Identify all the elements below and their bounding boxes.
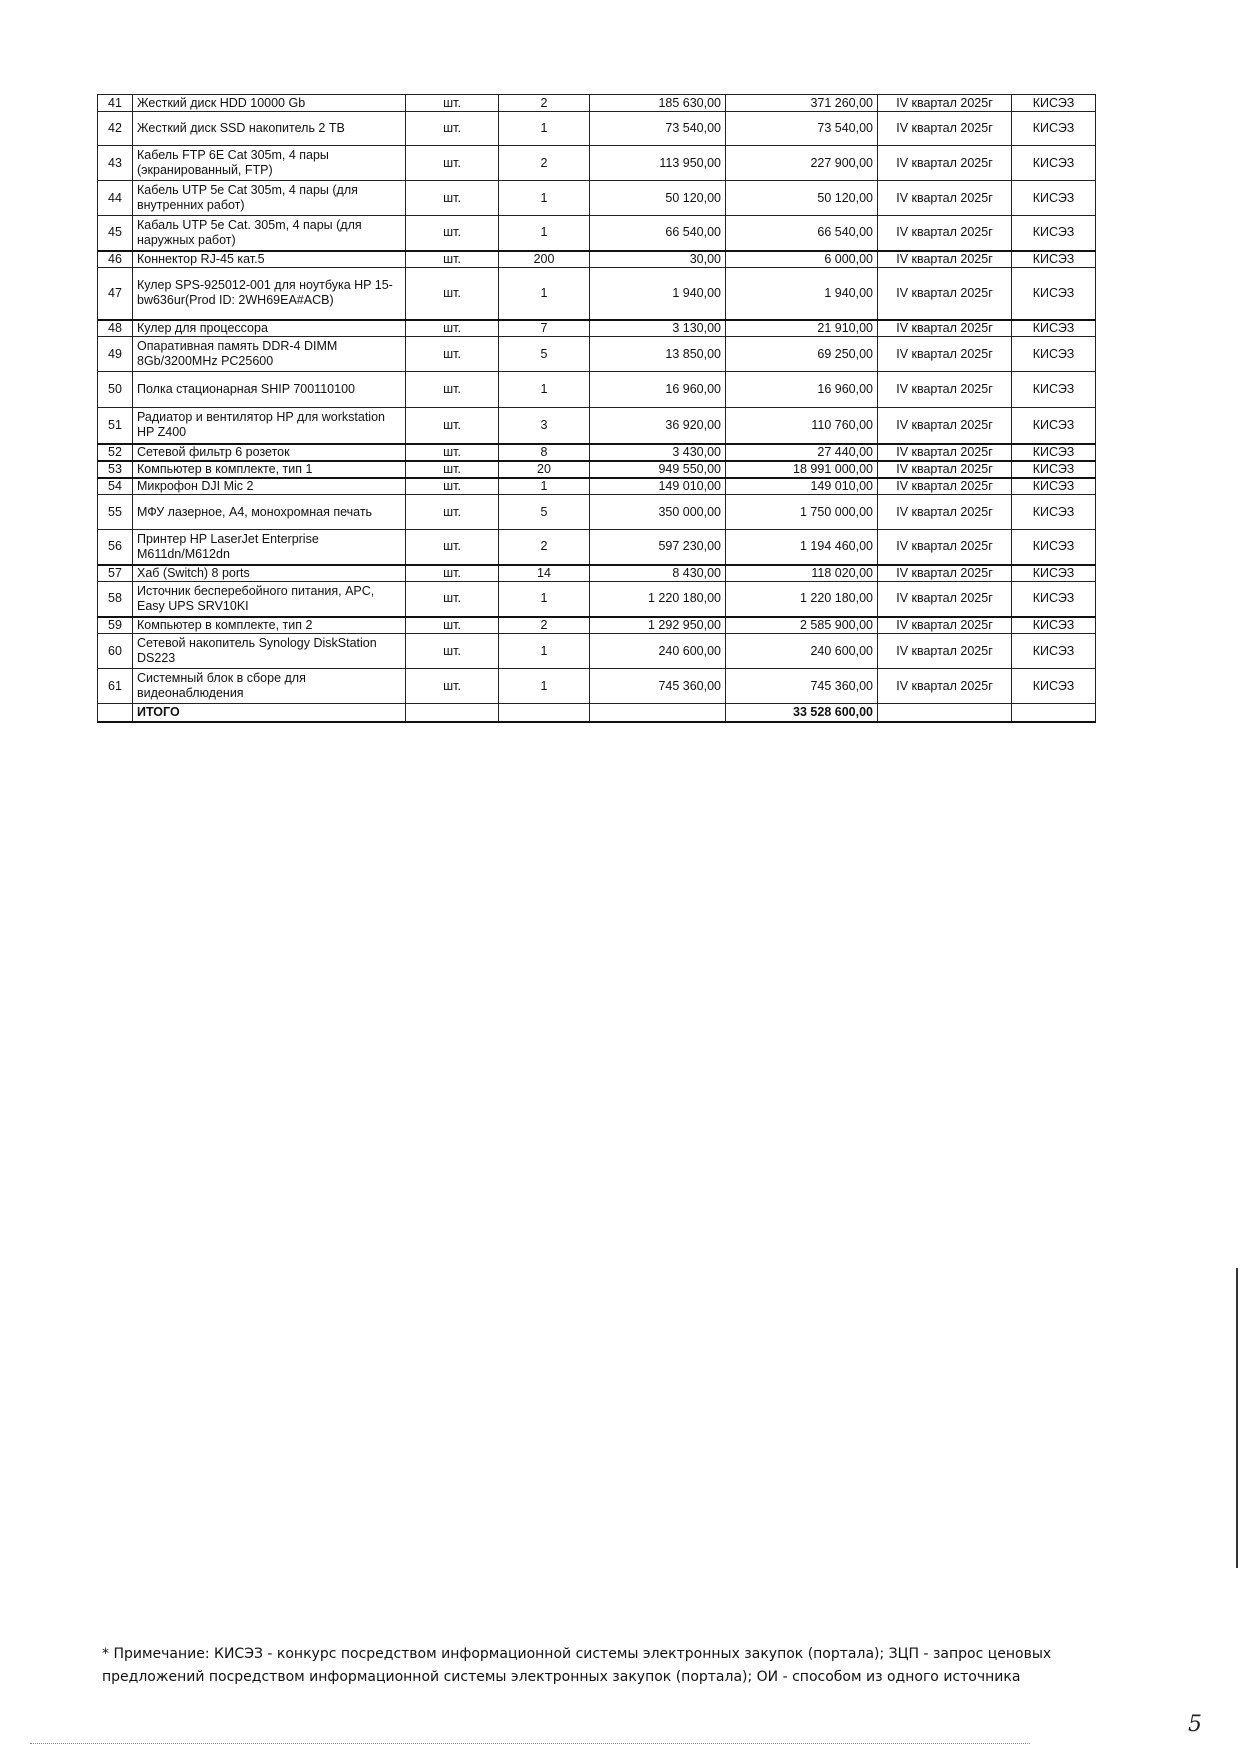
unit-price-cell: 13 850,00 <box>590 337 726 372</box>
footnote-line-2: предложений посредством информационной системы электронных закупок (портала); ОИ - способом из одного источника <box>102 1669 1021 1685</box>
item-name-cell: Хаб (Switch) 8 ports <box>133 565 406 582</box>
item-name-cell: Сетевой фильтр 6 розеток <box>133 444 406 461</box>
total-label: ИТОГО <box>133 704 406 722</box>
item-name-cell: Источник бесперебойного питания, APC, Easy UPS SRV10KI <box>133 582 406 617</box>
unit-cell: шт. <box>406 320 499 337</box>
table-row <box>98 530 1096 565</box>
table-row <box>98 582 1096 617</box>
row-number-cell: 42 <box>98 112 133 146</box>
row-number-cell: 56 <box>98 530 133 565</box>
method-cell: КИСЭЗ <box>1012 478 1096 495</box>
row-number-cell: 45 <box>98 216 133 251</box>
row-number-cell: 58 <box>98 582 133 617</box>
row-number-cell: 54 <box>98 478 133 495</box>
quantity-cell: 1 <box>499 582 590 617</box>
unit-price-cell: 1 292 950,00 <box>590 617 726 634</box>
item-name-cell: Компьютер в комплекте, тип 2 <box>133 617 406 634</box>
method-cell: КИСЭЗ <box>1012 251 1096 268</box>
quantity-cell: 1 <box>499 216 590 251</box>
unit-cell: шт. <box>406 565 499 582</box>
period-cell: IV квартал 2025г <box>878 112 1012 146</box>
quantity-cell: 200 <box>499 251 590 268</box>
unit-cell: шт. <box>406 251 499 268</box>
unit-price-cell: 350 000,00 <box>590 495 726 530</box>
period-cell: IV квартал 2025г <box>878 582 1012 617</box>
line-total-cell: 371 260,00 <box>726 95 878 112</box>
item-name-cell: МФУ лазерное, А4, монохромная печать <box>133 495 406 530</box>
unit-price-cell: 36 920,00 <box>590 408 726 444</box>
method-cell: КИСЭЗ <box>1012 582 1096 617</box>
unit-price-cell: 113 950,00 <box>590 146 726 181</box>
row-number-cell: 52 <box>98 444 133 461</box>
period-cell: IV квартал 2025г <box>878 268 1012 320</box>
unit-cell: шт. <box>406 372 499 408</box>
item-name-cell: Кулер для процессора <box>133 320 406 337</box>
unit-price-cell: 50 120,00 <box>590 181 726 216</box>
table-row <box>98 337 1096 372</box>
item-name-cell: Микрофон DJI Mic 2 <box>133 478 406 495</box>
table-row <box>98 478 1096 495</box>
unit-cell: шт. <box>406 408 499 444</box>
method-cell: КИСЭЗ <box>1012 320 1096 337</box>
line-total-cell: 69 250,00 <box>726 337 878 372</box>
line-total-cell: 18 991 000,00 <box>726 461 878 478</box>
total-qty-cell <box>499 704 590 722</box>
table-row <box>98 408 1096 444</box>
table-row <box>98 617 1096 634</box>
unit-price-cell: 66 540,00 <box>590 216 726 251</box>
total-method-cell <box>1012 704 1096 722</box>
scan-artifact-line <box>30 1742 1030 1744</box>
item-name-cell: Компьютер в комплекте, тип 1 <box>133 461 406 478</box>
footnote-line-1: * Примечание: КИСЭЗ - конкурс посредством информационной системы электронных закупок (портала); ЗЦП - запрос ценовых <box>102 1646 1052 1662</box>
table-row <box>98 461 1096 478</box>
method-cell: КИСЭЗ <box>1012 617 1096 634</box>
unit-price-cell: 949 550,00 <box>590 461 726 478</box>
table-row <box>98 112 1096 146</box>
unit-price-cell: 3 430,00 <box>590 444 726 461</box>
item-name-cell: Полка стационарная SHIP 700110100 <box>133 372 406 408</box>
item-name-cell: Опаративная память DDR-4 DIMM 8Gb/3200MHz PC25600 <box>133 337 406 372</box>
method-cell: КИСЭЗ <box>1012 444 1096 461</box>
period-cell: IV квартал 2025г <box>878 461 1012 478</box>
table-row <box>98 565 1096 582</box>
method-cell: КИСЭЗ <box>1012 461 1096 478</box>
unit-price-cell: 149 010,00 <box>590 478 726 495</box>
unit-cell: шт. <box>406 146 499 181</box>
unit-price-cell: 73 540,00 <box>590 112 726 146</box>
period-cell: IV квартал 2025г <box>878 146 1012 181</box>
total-row <box>98 704 1096 722</box>
item-name-cell: Системный блок в сборе для видеонаблюдения <box>133 669 406 704</box>
quantity-cell: 1 <box>499 112 590 146</box>
method-cell: КИСЭЗ <box>1012 337 1096 372</box>
item-name-cell: Кабаль UTP 5e Cat. 305m, 4 пары (для наружных работ) <box>133 216 406 251</box>
row-number-cell: 59 <box>98 617 133 634</box>
line-total-cell: 1 194 460,00 <box>726 530 878 565</box>
line-total-cell: 118 020,00 <box>726 565 878 582</box>
unit-price-cell: 3 130,00 <box>590 320 726 337</box>
period-cell: IV квартал 2025г <box>878 95 1012 112</box>
method-cell: КИСЭЗ <box>1012 146 1096 181</box>
table-row <box>98 181 1096 216</box>
unit-price-cell: 1 220 180,00 <box>590 582 726 617</box>
period-cell: IV квартал 2025г <box>878 181 1012 216</box>
table-row <box>98 444 1096 461</box>
line-total-cell: 1 750 000,00 <box>726 495 878 530</box>
table-row <box>98 320 1096 337</box>
item-name-cell: Кабель FTP 6E Cat 305m, 4 пары (экранированный, FTP) <box>133 146 406 181</box>
unit-price-cell: 8 430,00 <box>590 565 726 582</box>
row-number-cell: 41 <box>98 95 133 112</box>
quantity-cell: 3 <box>499 408 590 444</box>
line-total-cell: 16 960,00 <box>726 372 878 408</box>
line-total-cell: 66 540,00 <box>726 216 878 251</box>
quantity-cell: 1 <box>499 372 590 408</box>
unit-cell: шт. <box>406 216 499 251</box>
quantity-cell: 2 <box>499 95 590 112</box>
unit-cell: шт. <box>406 444 499 461</box>
unit-price-cell: 30,00 <box>590 251 726 268</box>
total-period-cell <box>878 704 1012 722</box>
quantity-cell: 1 <box>499 181 590 216</box>
row-number-cell: 43 <box>98 146 133 181</box>
table-row <box>98 95 1096 112</box>
row-number-cell: 53 <box>98 461 133 478</box>
method-cell: КИСЭЗ <box>1012 216 1096 251</box>
line-total-cell: 149 010,00 <box>726 478 878 495</box>
unit-cell: шт. <box>406 461 499 478</box>
quantity-cell: 5 <box>499 337 590 372</box>
quantity-cell: 1 <box>499 268 590 320</box>
unit-price-cell: 1 940,00 <box>590 268 726 320</box>
quantity-cell: 2 <box>499 530 590 565</box>
line-total-cell: 50 120,00 <box>726 181 878 216</box>
row-number-cell: 57 <box>98 565 133 582</box>
quantity-cell: 5 <box>499 495 590 530</box>
row-number-cell: 50 <box>98 372 133 408</box>
line-total-cell: 2 585 900,00 <box>726 617 878 634</box>
method-cell: КИСЭЗ <box>1012 565 1096 582</box>
period-cell: IV квартал 2025г <box>878 337 1012 372</box>
table-row <box>98 634 1096 669</box>
table-body <box>98 95 1096 722</box>
total-unit-cell <box>406 704 499 722</box>
item-name-cell: Кулер SPS-925012-001 для ноутбука HP 15-bw636ur(Prod ID: 2WH69EA#ACB) <box>133 268 406 320</box>
quantity-cell: 1 <box>499 634 590 669</box>
period-cell: IV квартал 2025г <box>878 617 1012 634</box>
total-value: 33 528 600,00 <box>726 704 878 722</box>
method-cell: КИСЭЗ <box>1012 268 1096 320</box>
line-total-cell: 73 540,00 <box>726 112 878 146</box>
row-number-cell: 51 <box>98 408 133 444</box>
table-row <box>98 251 1096 268</box>
item-name-cell: Радиатор и вентилятор HP для workstation HP Z400 <box>133 408 406 444</box>
unit-cell: шт. <box>406 337 499 372</box>
period-cell: IV квартал 2025г <box>878 444 1012 461</box>
unit-cell: шт. <box>406 478 499 495</box>
item-name-cell: Сетевой накопитель Synology DiskStation DS223 <box>133 634 406 669</box>
unit-cell: шт. <box>406 95 499 112</box>
line-total-cell: 6 000,00 <box>726 251 878 268</box>
unit-cell: шт. <box>406 530 499 565</box>
line-total-cell: 227 900,00 <box>726 146 878 181</box>
method-cell: КИСЭЗ <box>1012 181 1096 216</box>
quantity-cell: 7 <box>499 320 590 337</box>
line-total-cell: 27 440,00 <box>726 444 878 461</box>
unit-price-cell: 16 960,00 <box>590 372 726 408</box>
period-cell: IV квартал 2025г <box>878 216 1012 251</box>
line-total-cell: 1 940,00 <box>726 268 878 320</box>
footnote <box>102 1643 1102 1689</box>
line-total-cell: 1 220 180,00 <box>726 582 878 617</box>
method-cell: КИСЭЗ <box>1012 95 1096 112</box>
quantity-cell: 20 <box>499 461 590 478</box>
period-cell: IV квартал 2025г <box>878 565 1012 582</box>
table-row <box>98 268 1096 320</box>
row-number-cell: 47 <box>98 268 133 320</box>
method-cell: КИСЭЗ <box>1012 112 1096 146</box>
item-name-cell: Жесткий диск HDD 10000 Gb <box>133 95 406 112</box>
method-cell: КИСЭЗ <box>1012 372 1096 408</box>
unit-cell: шт. <box>406 617 499 634</box>
unit-cell: шт. <box>406 582 499 617</box>
line-total-cell: 110 760,00 <box>726 408 878 444</box>
unit-cell: шт. <box>406 268 499 320</box>
line-total-cell: 745 360,00 <box>726 669 878 704</box>
unit-cell: шт. <box>406 669 499 704</box>
quantity-cell: 8 <box>499 444 590 461</box>
table-row <box>98 495 1096 530</box>
period-cell: IV квартал 2025г <box>878 530 1012 565</box>
unit-cell: шт. <box>406 495 499 530</box>
page-number: 5 <box>1188 1712 1202 1737</box>
period-cell: IV квартал 2025г <box>878 634 1012 669</box>
period-cell: IV квартал 2025г <box>878 495 1012 530</box>
row-number-cell: 60 <box>98 634 133 669</box>
quantity-cell: 14 <box>499 565 590 582</box>
unit-price-cell: 745 360,00 <box>590 669 726 704</box>
table-row <box>98 669 1096 704</box>
quantity-cell: 1 <box>499 478 590 495</box>
item-name-cell: Кабель UTP 5e Cat 305m, 4 пары (для внутренних работ) <box>133 181 406 216</box>
line-total-cell: 21 910,00 <box>726 320 878 337</box>
row-number-cell: 48 <box>98 320 133 337</box>
period-cell: IV квартал 2025г <box>878 408 1012 444</box>
row-number-cell: 55 <box>98 495 133 530</box>
total-num-cell <box>98 704 133 722</box>
table-row <box>98 216 1096 251</box>
row-number-cell: 44 <box>98 181 133 216</box>
period-cell: IV квартал 2025г <box>878 669 1012 704</box>
total-price-cell <box>590 704 726 722</box>
unit-cell: шт. <box>406 634 499 669</box>
item-name-cell: Жесткий диск SSD накопитель 2 TB <box>133 112 406 146</box>
period-cell: IV квартал 2025г <box>878 372 1012 408</box>
line-total-cell: 240 600,00 <box>726 634 878 669</box>
quantity-cell: 2 <box>499 617 590 634</box>
quantity-cell: 1 <box>499 669 590 704</box>
unit-price-cell: 185 630,00 <box>590 95 726 112</box>
procurement-table <box>97 94 1096 723</box>
row-number-cell: 49 <box>98 337 133 372</box>
table-row <box>98 146 1096 181</box>
table-row <box>98 372 1096 408</box>
unit-price-cell: 597 230,00 <box>590 530 726 565</box>
unit-cell: шт. <box>406 112 499 146</box>
method-cell: КИСЭЗ <box>1012 634 1096 669</box>
item-name-cell: Коннектор RJ-45 кат.5 <box>133 251 406 268</box>
row-number-cell: 61 <box>98 669 133 704</box>
row-number-cell: 46 <box>98 251 133 268</box>
quantity-cell: 2 <box>499 146 590 181</box>
method-cell: КИСЭЗ <box>1012 669 1096 704</box>
scan-edge-line <box>1236 1268 1238 1568</box>
period-cell: IV квартал 2025г <box>878 251 1012 268</box>
method-cell: КИСЭЗ <box>1012 495 1096 530</box>
item-name-cell: Принтер HP LaserJet Enterprise M611dn/M612dn <box>133 530 406 565</box>
period-cell: IV квартал 2025г <box>878 320 1012 337</box>
unit-cell: шт. <box>406 181 499 216</box>
unit-price-cell: 240 600,00 <box>590 634 726 669</box>
method-cell: КИСЭЗ <box>1012 408 1096 444</box>
method-cell: КИСЭЗ <box>1012 530 1096 565</box>
period-cell: IV квартал 2025г <box>878 478 1012 495</box>
